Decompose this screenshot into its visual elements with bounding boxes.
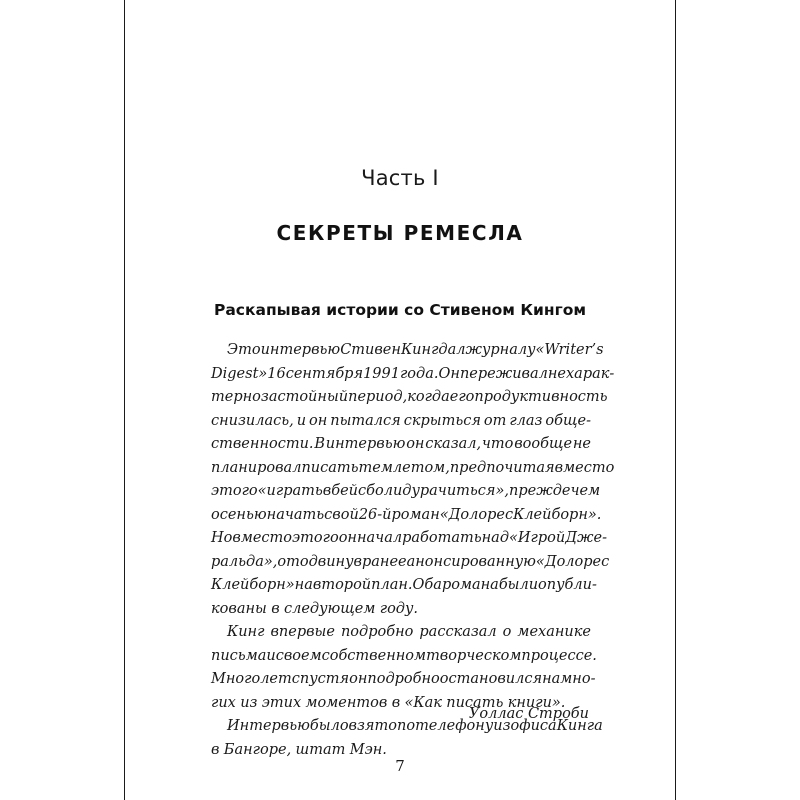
paragraph-line: письма и своем собственном творческом процессе.: [211, 647, 597, 664]
paragraph-line: Много лет спустя он подробно остановился на мно-: [211, 671, 596, 687]
paragraph-line: этого «играть в бейсбол и дурачиться», прежде чем: [211, 483, 601, 499]
paragraph-line: ственности. В интервью он сказал, что вообще не: [211, 436, 591, 452]
paragraph-line: осенью начать свой 26-й роман «Долорес Клейборн».: [211, 506, 602, 523]
chapter-title: Раскапывая истории со Стивеном Кингом: [213, 301, 587, 319]
section-title: СЕКРЕТЫ РЕМЕСЛА: [276, 221, 524, 245]
paragraph-line: Клейборн» на второй план. Оба романа были опубли-: [211, 577, 597, 593]
paragraph-line: гих из этих моментов в «Как писать книги».: [211, 694, 566, 711]
page-number: 7: [395, 757, 405, 775]
paragraph-line: Кинг впервые подробно рассказал о механике: [227, 624, 591, 640]
paragraph-line: Это интервью Стивен Кинг дал журналу «Writer’s: [227, 342, 604, 358]
paragraph-line: Digest» 16 сентября 1991 года. Он переживал нехарак-: [211, 365, 615, 382]
paragraph-line: снизилась, и он пытался скрыться от глаз обще-: [211, 412, 591, 429]
paragraph-line: терно застойный период, когда его продуктивность: [211, 389, 608, 405]
paragraph-line: в Бангоре, штат Мэн.: [211, 741, 387, 758]
paragraph-line: ральда», отодвинув ранее анонсированную «Долорес: [211, 553, 610, 570]
part-heading: Часть I: [361, 166, 439, 190]
paragraph-line: Интервью было взято по телефону из офиса Кинга: [227, 718, 603, 734]
paragraph-line: планировал писать тем летом, предпочитая вместо: [211, 459, 615, 476]
paragraph-line: кованы в следующем году.: [211, 600, 419, 617]
paragraph-line: Но вместо этого он начал работать над «Игрой Дже-: [211, 530, 607, 546]
author-signature: Уоллас Строби: [468, 706, 589, 722]
book-page: [124, 0, 676, 800]
body-text: [211, 339, 615, 762]
